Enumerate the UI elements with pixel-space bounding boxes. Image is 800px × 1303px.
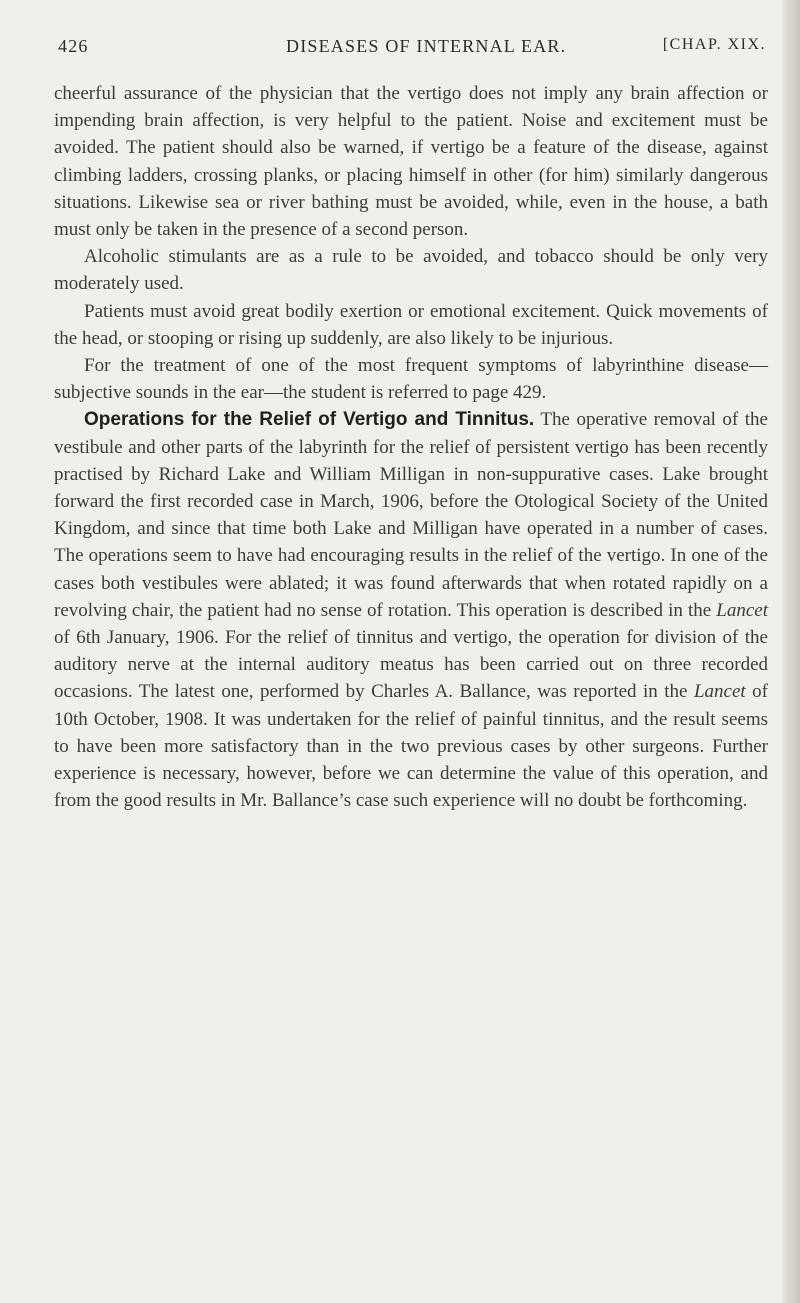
operations-text-part-3: of 10th October, 1908. It was undertaken for the relief of painful tinnitus, and the result seems to have been more satisfactory than in the two previous cases by other surgeons. Further experience is necessary, however, before we can determine the value of this operation, and from the good results in Mr. Ballance’s case such experience will no doubt be forthcoming.	[54, 681, 769, 812]
operations-text-part-1: The operative removal of the vestibule and other parts of the labyrinth for the relief of persistent vertigo has been recently practised by Richard Lake and William Milligan in non-suppurative cases. Lake brought forward the first recorded case in March, 1906, before the Otological Society of the United Kingdom, and since that time both Lake and Milligan have operated in a number of cases. The operations seem to have had encouraging results in the relief of the vertigo. In one of the cases both vestibules were ablated; it was found afterwards that when rotated rapidly on a revolving chair, the patient had no sense of rotation. This operation is described in the	[54, 409, 768, 621]
page-number: 426	[58, 36, 89, 56]
page-edge-shadow	[782, 0, 800, 1303]
body-text	[54, 80, 768, 814]
chapter-label: [CHAP. XIX.	[662, 36, 766, 53]
paragraph-continuation: cheerful assurance of the physician that the vertigo does not imply any brain affection or impending brain affection, is very helpful to the patient. Noise and excitement must be avoided. The patient should also be warned, if vertigo be a feature of the disease, against climbing ladders, crossing planks, or placing himself in other (for him) similarly dangerous situations. Likewise sea or river bathing must be avoided, while, even in the house, a bath must only be taken in the presence of a second person.	[54, 83, 768, 241]
journal-title: Lancet	[716, 599, 768, 621]
operations-text-part-2: of 6th January, 1906. For the relief of tinnitus and vertigo, the operation for division of the auditory nerve at the internal auditory meatus has been carried out on three recorded occasions. The latest one, performed by Charles A. Ballance, was reported in the	[54, 627, 768, 703]
paragraph-alcohol: Alcoholic stimulants are as a rule to be avoided, and tobacco should be only very moderately used.	[54, 246, 768, 295]
journal-title: Lancet	[693, 681, 746, 703]
paragraph-exertion: Patients must avoid great bodily exertion or emotional excitement. Quick movements of the head, or stooping or rising up suddenly, are also likely to be injurious.	[54, 300, 768, 349]
page-header	[58, 36, 766, 68]
section-heading: Operations for the Relief of Vertigo and Tinnitus.	[84, 409, 535, 431]
paragraph-operations	[54, 406, 768, 814]
paragraph-treatment-reference: For the treatment of one of the most frequent symptoms of labyrinthine disease—subjective sounds in the ear—the student is referred to page 429.	[54, 355, 768, 404]
running-title: DISEASES OF INTERNAL EAR.	[286, 36, 567, 56]
